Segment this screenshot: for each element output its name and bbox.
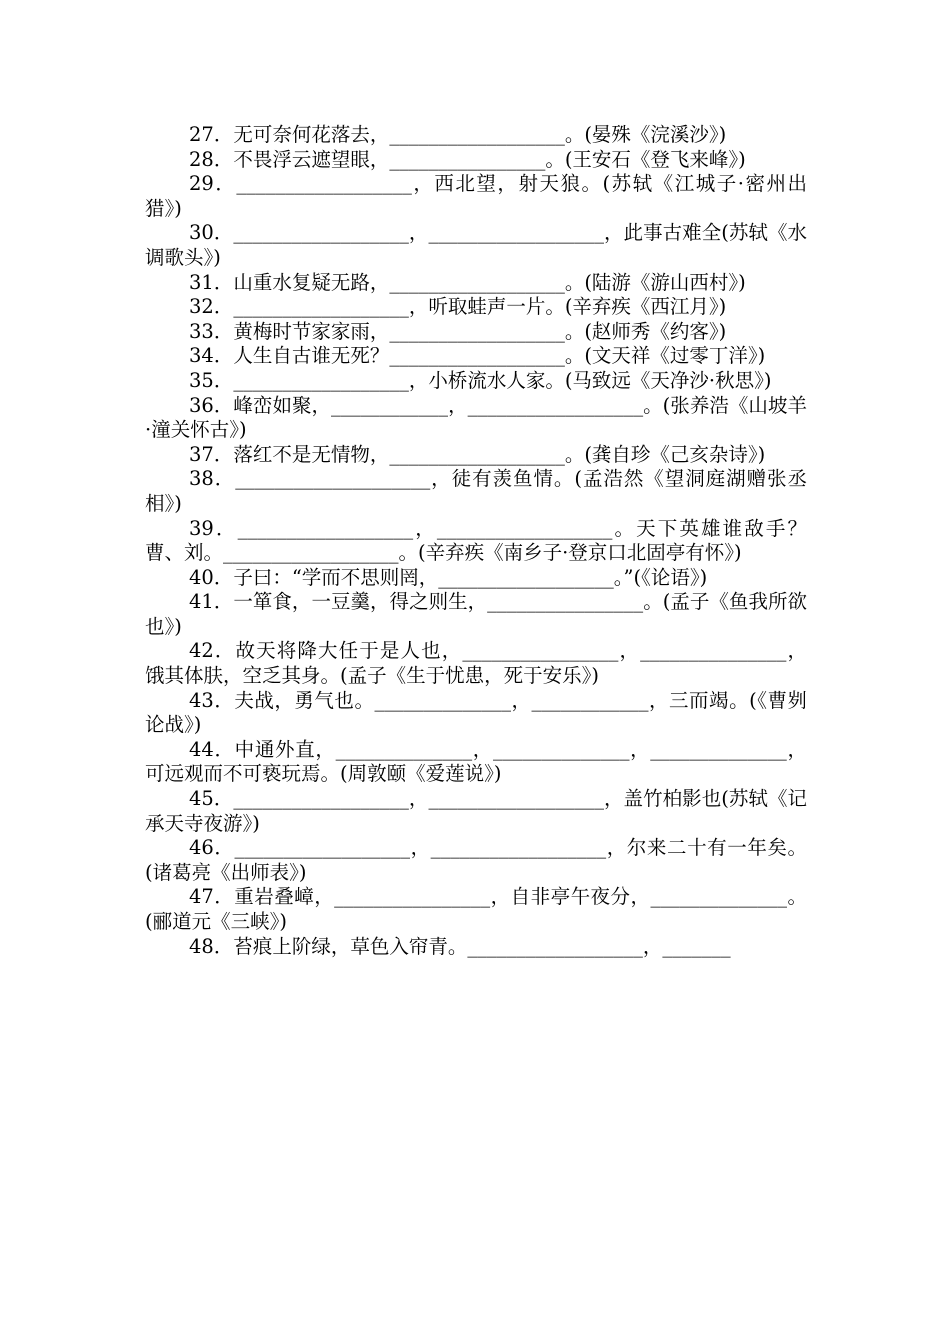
question-28: 28．不畏浮云遮望眼，________________。(王安石《登飞来峰》) bbox=[189, 147, 746, 171]
question-40: 40．子曰：“学而不思则罔，__________________。”(《论语》) bbox=[189, 565, 708, 589]
question-42: 42．故天将降大任于是人也，________________，_______________，饿其体肤，空乏其身。(孟子《生于忧患，死于安乐》) bbox=[145, 639, 807, 688]
question-30: 30．__________________，__________________，此事古难全(苏轼《水调歌头》) bbox=[145, 221, 807, 269]
question-33: 33．黄梅时节家家雨，__________________。(赵师秀《约客》) bbox=[189, 319, 727, 343]
question-43: 43．夫战，勇气也。______________，____________，三而竭。(《曹刿论战》) bbox=[145, 688, 807, 737]
question-47: 47．重岩叠嶂，________________，自非亭午夜分，______________。(郦道元《三峡》) bbox=[145, 885, 807, 933]
question-38: 38．____________________，徒有羡鱼情。(孟浩然《望洞庭湖赠张丞相》) bbox=[145, 467, 807, 515]
question-29: 29．__________________，西北望，射天狼。(苏轼《江城子·密州出猎》) bbox=[145, 172, 807, 220]
question-35: 35．__________________，小桥流水人家。(马致远《天净沙·秋思》) bbox=[189, 368, 772, 392]
question-44: 44．中通外直，______________，______________，______________，可远观而不可亵玩焉。(周敦颐《爱莲说》) bbox=[145, 737, 807, 786]
question-32: 32．__________________，听取蛙声一片。(辛弃疾《西江月》) bbox=[189, 295, 727, 319]
question-36: 36．峰峦如聚，____________，__________________。(张养浩《山坡羊·潼关怀古》) bbox=[145, 393, 807, 442]
question-37: 37．落红不是无情物，__________________。(龚自珍《己亥杂诗》) bbox=[189, 442, 766, 466]
question-46: 46．__________________，__________________，尔来二十有一年矣。(诸葛亮《出师表》) bbox=[145, 836, 807, 884]
question-39: 39．__________________，__________________。天下英雄谁敌手？曹、刘。__________________。(辛弃疾《南乡子·登京口北固亭有怀》) bbox=[145, 516, 807, 565]
question-31: 31．山重水复疑无路，__________________。(陆游《游山西村》) bbox=[189, 270, 746, 294]
question-48: 48．苔痕上阶绿，草色入帘青。__________________，_______ bbox=[189, 934, 731, 958]
question-45: 45．__________________，__________________，盖竹柏影也(苏轼《记承天寺夜游》) bbox=[145, 787, 807, 835]
question-27: 27．无可奈何花落去，__________________。(晏殊《浣溪沙》) bbox=[189, 123, 727, 146]
question-list bbox=[145, 123, 807, 959]
question-41: 41．一箪食，一豆羹，得之则生，________________。(孟子《鱼我所欲也》) bbox=[145, 590, 807, 638]
question-34: 34．人生自古谁无死？__________________。(文天祥《过零丁洋》) bbox=[189, 344, 766, 368]
